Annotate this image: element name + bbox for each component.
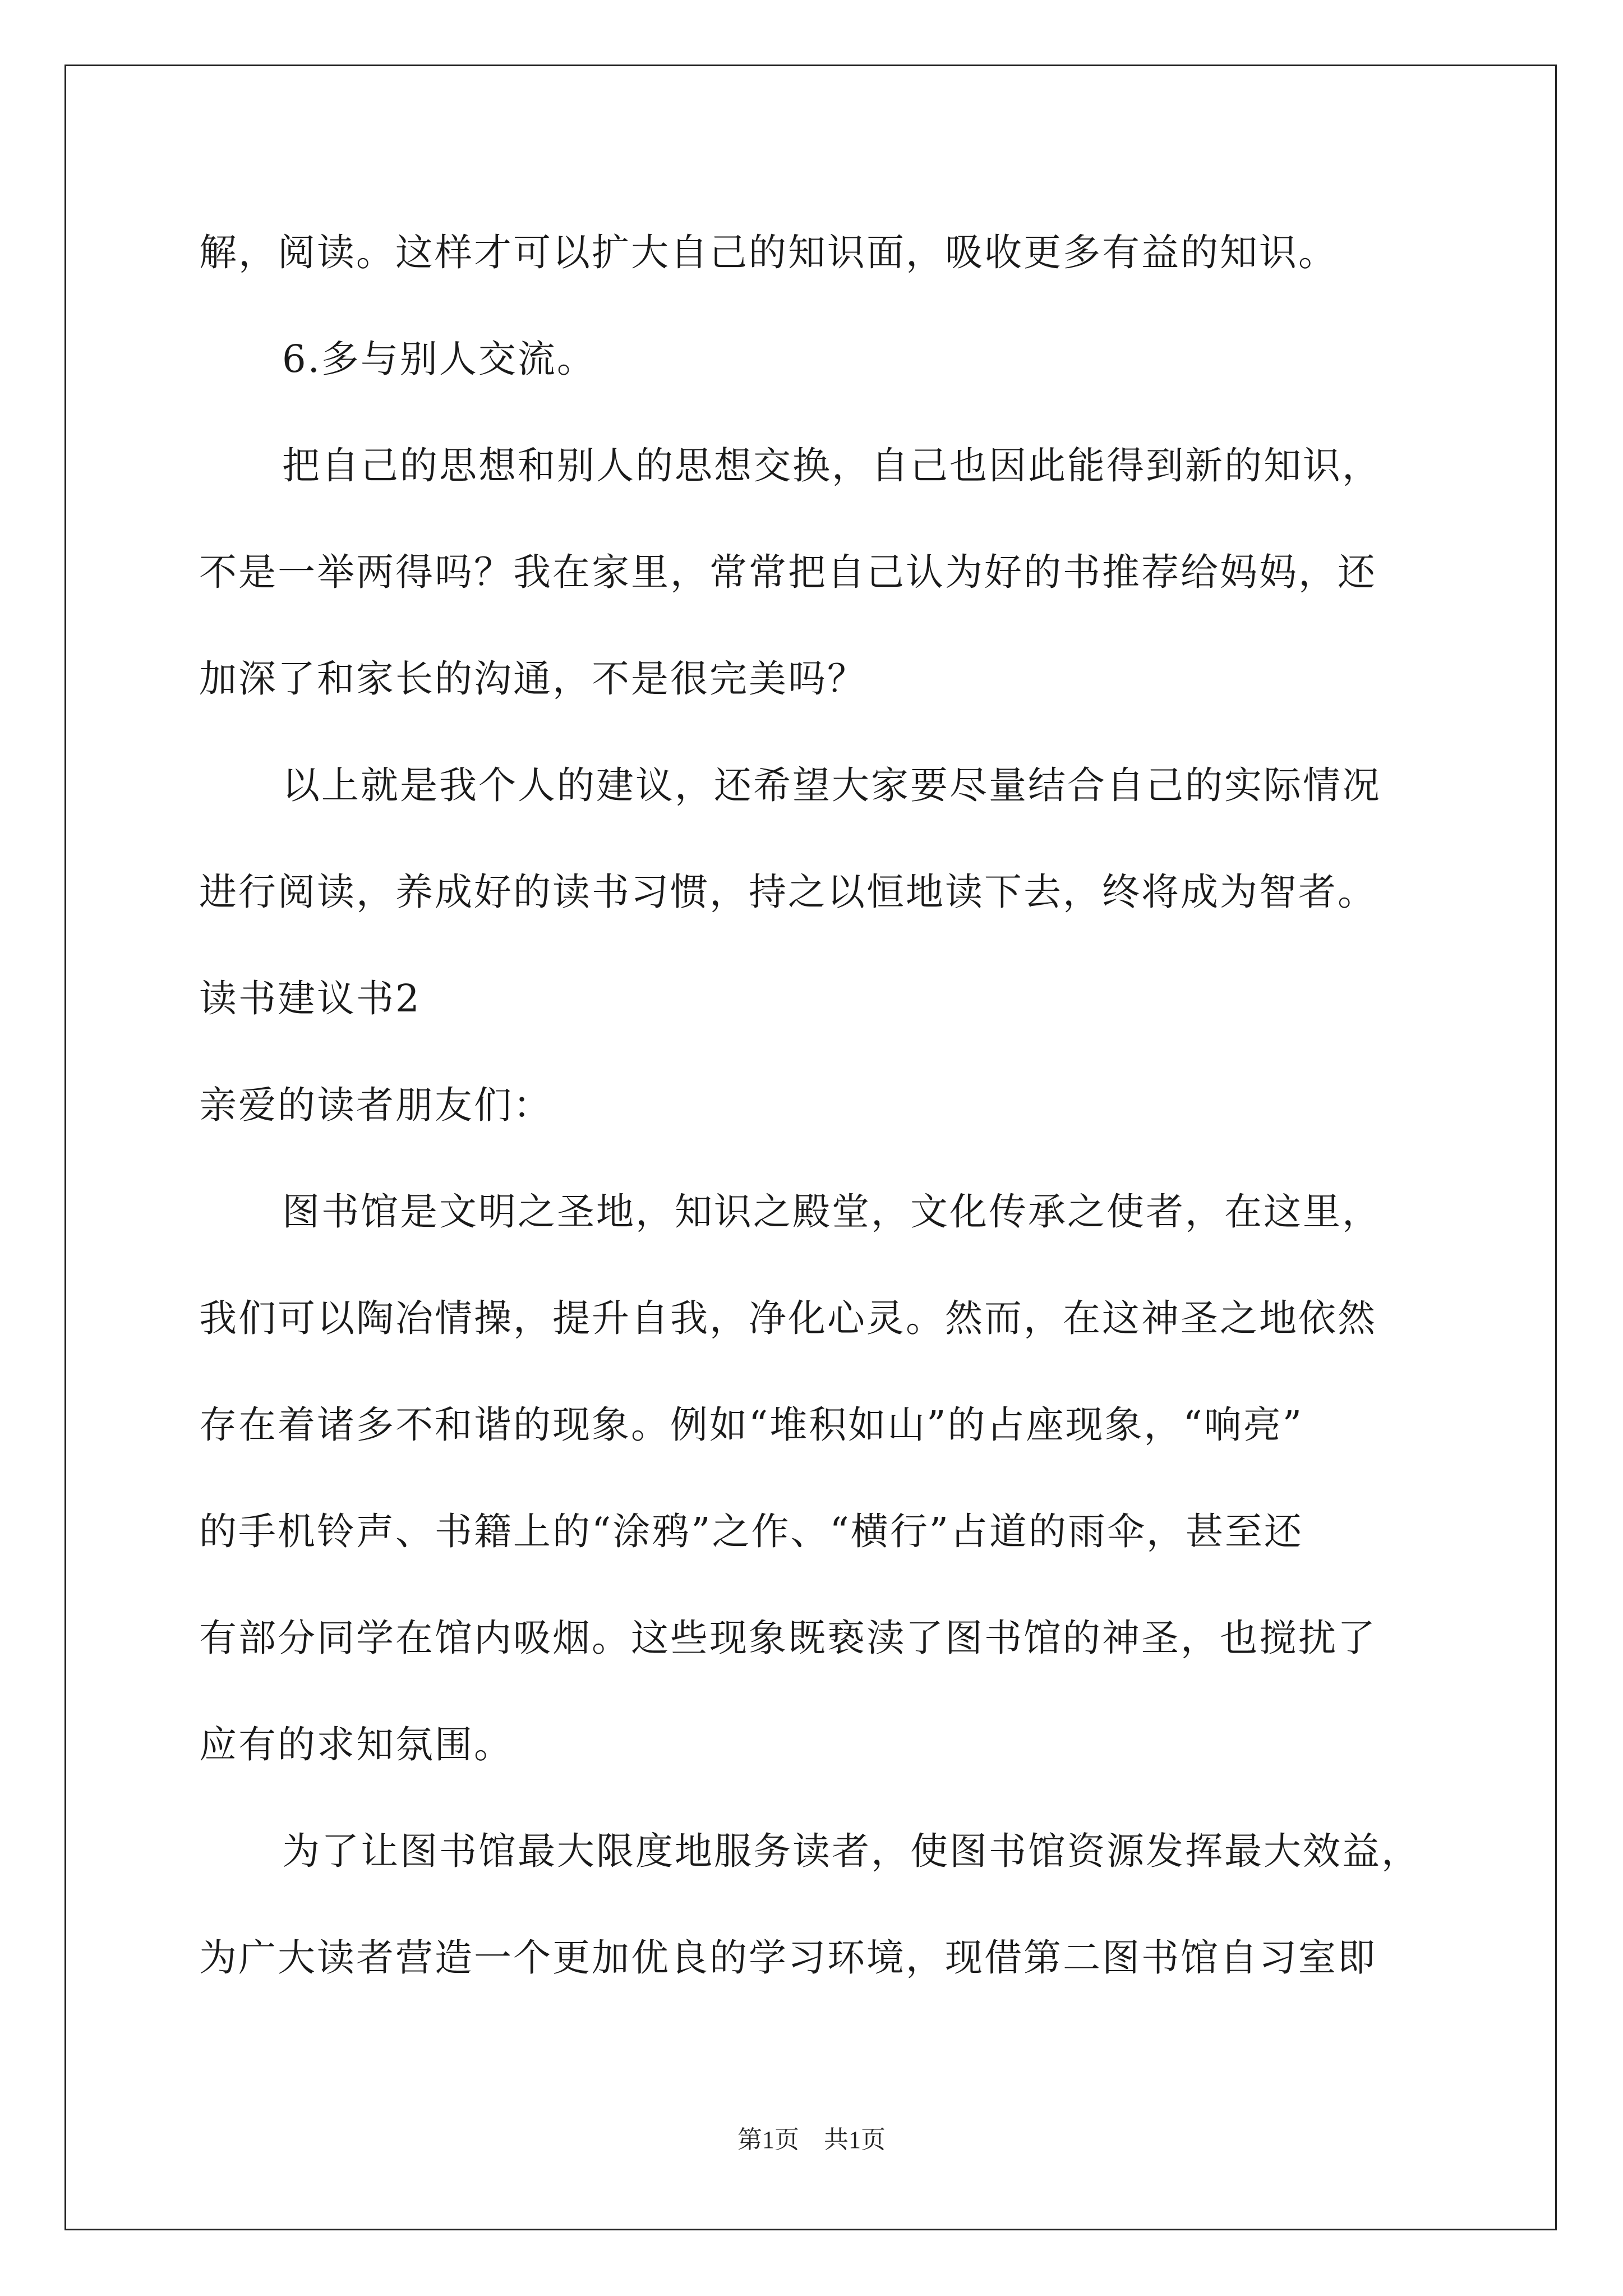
paragraph-line: 为广大读者营造一个更加优良的学习环境，现借第二图书馆自习室即 [199, 1936, 1377, 1980]
paragraph-line: 把自己的思想和别人的思想交换，自己也因此能得到新的知识， [282, 444, 1381, 487]
section-title: 读书建议书2 [199, 977, 421, 1020]
paragraph-line: 图书馆是文明之圣地，知识之殿堂，文化传承之使者，在这里， [282, 1190, 1381, 1234]
paragraph-line: 为了让图书馆最大限度地服务读者，使图书馆资源发挥最大效益， [282, 1829, 1421, 1873]
paragraph-line: 进行阅读，养成好的读书习惯，持之以恒地读下去，终将成为智者。 [199, 870, 1377, 914]
salutation: 亲爱的读者朋友们： [199, 1083, 552, 1127]
paragraph-line: 我们可以陶冶情操，提升自我，净化心灵。然而，在这神圣之地依然 [199, 1296, 1377, 1340]
paragraph-line: 以上就是我个人的建议，还希望大家要尽量结合自己的实际情况 [282, 763, 1381, 807]
page-border [64, 65, 1557, 2230]
paragraph-line: 不是一举两得吗？我在家里，常常把自己认为好的书推荐给妈妈，还 [199, 550, 1377, 594]
paragraph-line: 的手机铃声、书籍上的“涂鸦”之作、“横行”占道的雨伞，甚至还 [199, 1510, 1304, 1553]
paragraph-line: 加深了和家长的沟通，不是很完美吗？ [199, 657, 866, 701]
list-item-heading: 6.多与别人交流。 [282, 337, 596, 381]
paragraph-line: 存在着诸多不和谐的现象。例如“堆积如山”的占座现象，“响亮” [199, 1403, 1304, 1447]
page-number-footer: 第1页 共1页 [737, 2126, 886, 2154]
text-line: 解，阅读。这样才可以扩大自己的知识面，吸收更多有益的知识。 [199, 231, 1338, 274]
paragraph-line: 有部分同学在馆内吸烟。这些现象既亵渎了图书馆的神圣，也搅扰了 [199, 1616, 1377, 1660]
paragraph-line: 应有的求知氛围。 [199, 1723, 513, 1766]
